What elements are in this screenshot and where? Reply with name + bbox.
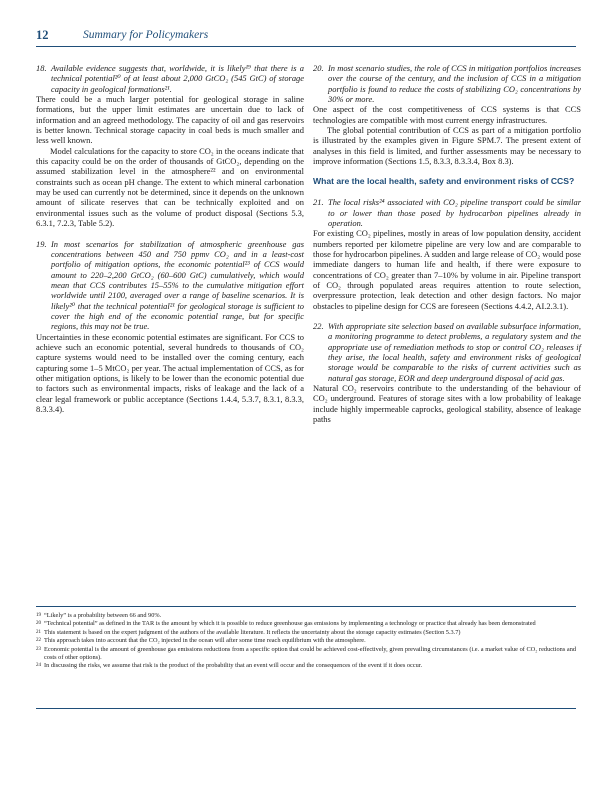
bottom-rule: [36, 708, 576, 709]
section-heading: What are the local health, safety and environment risks of CCS?: [313, 176, 575, 187]
header-rule: [36, 46, 576, 47]
footnote: 22 This approach takes into account that the CO₂ injected in the ocean will after some time reach equilibrium with the atmosphere.: [36, 637, 366, 645]
numbered-statement-20: 20. In most scenario studies, the role of CCS in mitigation portfolios increases over the course of the century, and the inclusion of CCS in a mitigation portfolio is found to reduce the costs of stabilizing CO₂ concentrations by 30% or more.: [313, 63, 581, 105]
paragraph: The global potential contribution of CCS as part of a mitigation portfolio is illustrated by the examples given in Figure SPM.7. The present extent of analyses in this field is limited, and further assessments may be necessary to improve information (Sections 1.5, 8.3.3, 8.3.3.4, Box 8.3).: [313, 125, 581, 167]
footnote: 24 In discussing the risks, we assume that risk is the product of the probability that an event will occur and the consequences of the event if it does occur.: [36, 662, 423, 670]
numbered-statement-19: 19. In most scenarios for stabilization of atmospheric greenhouse gas concentrations between 450 and 750 ppmv CO₂ and in a least-cost portfolio of mitigation options, the economic potential²³ of CCS would amount to 220–2,200 GtCO₂ (60–600 GtC) cumulatively, which would mean that CCS contributes 15–55% to the cumulative mitigation effort worldwide until 2100, averaged over a range of baseline scenarios. It is likely²⁰ that the technical potential²¹ for geological storage is sufficient to cover the high end of the economic potential range, but for specific regions, this may not be true.: [36, 238, 304, 332]
footnote-rule: [36, 606, 576, 607]
paragraph: There could be a much larger potential for geological storage in saline formations, but the upper limit estimates are uncertain due to lack of information and an agreed methodology. The capacity of oil and gas reservoirs is better known. Technical storage capacity in coal beds is much smaller and less well known.: [36, 94, 304, 146]
footnote: 23 Economic potential is the amount of greenhouse gas emissions reductions from a specific option that could be achieved cost-effectively, given prevailing circumstances (i.e. a market value of CO₂ reductions and costs of other options).: [36, 645, 576, 662]
footnotes: [36, 612, 576, 671]
numbered-statement-21: 21. The local risks²⁴ associated with CO₂ pipeline transport could be similar to or lower than those posed by hydrocarbon pipelines already in operation.: [313, 197, 581, 228]
numbered-statement-18: 18. Available evidence suggests that, worldwide, it is likely¹⁹ that there is a technical potential²⁰ of at least about 2,000 GtCO₂ (545 GtC) of storage capacity in geological formations²¹.: [36, 63, 304, 94]
paragraph: Natural CO₂ reservoirs contribute to the understanding of the behaviour of CO₂ underground. Features of storage sites with a low probability of leakage include highly impermeable caprocks, geological stability, absence of leakage paths: [313, 383, 581, 425]
paragraph: One aspect of the cost competitiveness of CCS systems is that CCS technologies are compatible with most current energy infrastructures.: [313, 104, 581, 125]
left-column: [36, 63, 304, 414]
footnote: 20 “Technical potential” as defined in the TAR is the amount by which it is possible to reduce greenhouse gas emissions by implementing a technology or practice that already has been demonstrated: [36, 620, 536, 628]
page-number: 12: [36, 28, 49, 42]
footnote: 21 This statement is based on the expert judgment of the authors of the available literature. It reflects the uncertainty about the storage capacity estimates (Section 5.3.7): [36, 628, 461, 636]
page-header: [36, 25, 576, 45]
footnote: 19 “Likely” is a probability between 66 and 90%.: [36, 612, 162, 619]
paragraph: Model calculations for the capacity to store CO₂ in the oceans indicate that this capacity could be on the order of thousands of GtCO₂, depending on the assumed stabilization level in the atmosphere²² and on environmental constraints such as ocean pH change. The extent to which mineral carbonation may be used can currently not be determined, since it depends on the unknown amount of silicate reserves that can be technically exploited and on environmental issues such as the volume of product disposal (Sections 5.3, 6.3.1, 7.2.3, Table 5.2).: [36, 145, 304, 229]
running-title: Summary for Policymakers: [83, 29, 209, 41]
numbered-statement-22: 22. With appropriate site selection based on available subsurface information, a monitoring programme to detect problems, a regulatory system and the appropriate use of remediation methods to stop or control CO₂ releases if they arise, the local health, safety and environment risks of geological storage would be comparable to the risks of current activities such as natural gas storage, EOR and deep underground disposal of acid gas.: [313, 321, 581, 383]
paragraph: Uncertainties in these economic potential estimates are significant. For CCS to achieve such an economic potential, several hundreds to thousands of CO₂ capture systems would need to be installed over the coming century, each capturing some 1–5 MtCO₂ per year. The actual implementation of CCS, as for other mitigation options, is likely to be lower than the economic potential due to factors such as environmental impacts, risks of leakage and the lack of a clear legal framework or public acceptance (Sections 1.4.4, 5.3.7, 8.3.1, 8.3.3, 8.3.3.4).: [36, 331, 304, 414]
paragraph: For existing CO₂ pipelines, mostly in areas of low population density, accident numbers reported per kilometre pipeline are very low and are comparable to those for hydrocarbon pipelines. A sudden and large release of CO₂ would pose immediate dangers to human life and health, if there were exposure to concentrations of CO₂ greater than 7–10% by volume in air. Pipeline transport of CO₂ through populated areas requires attention to route selection, overpressure protection, leak detection and other design factors. No major obstacles to pipeline design for CCS are foreseen (Sections 4.4.2, AI.2.3.1).: [313, 228, 581, 311]
right-column: [313, 63, 581, 424]
